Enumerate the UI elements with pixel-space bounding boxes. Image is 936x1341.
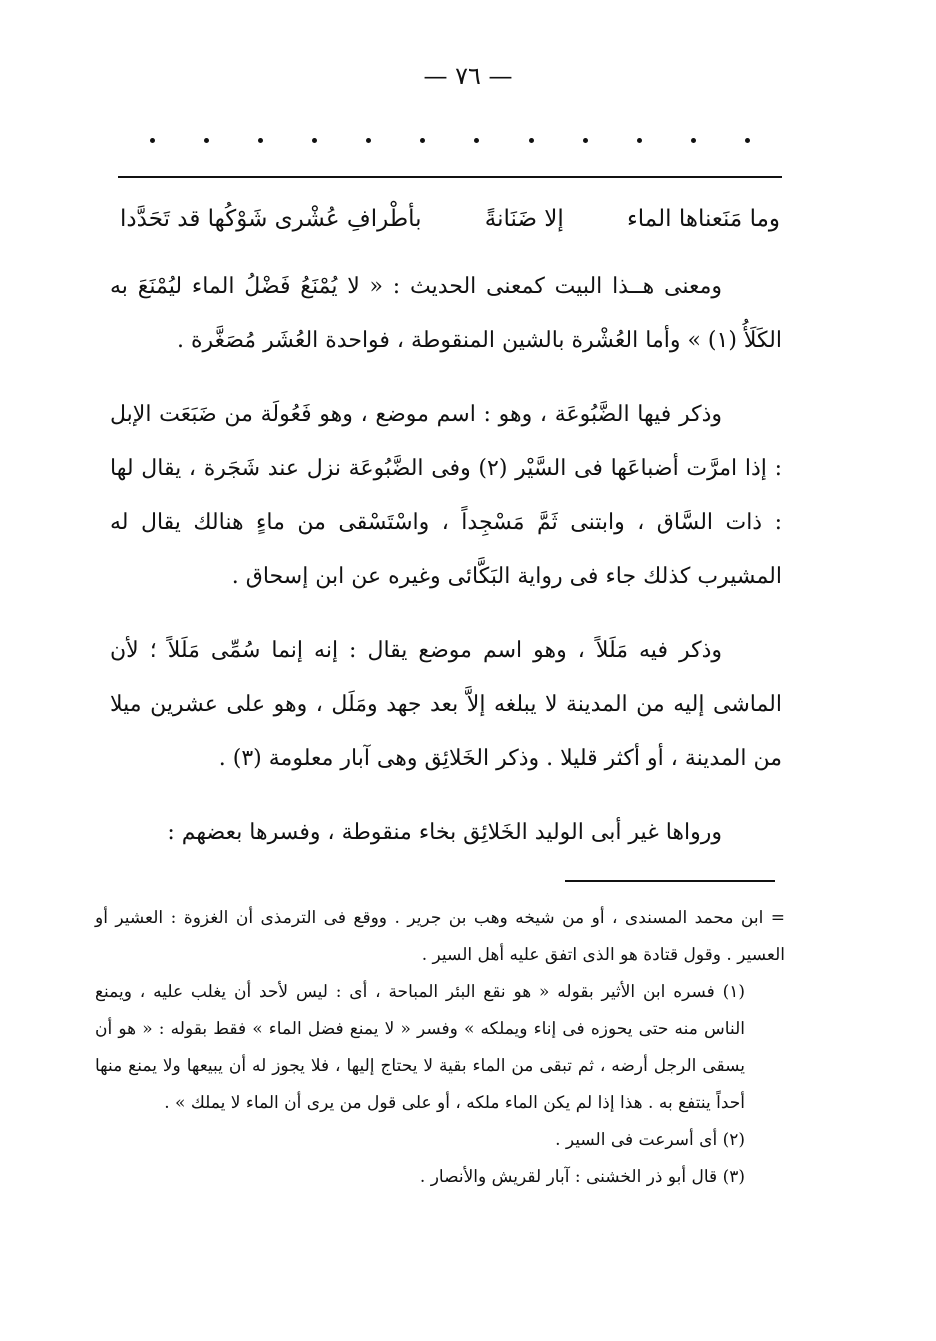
footnotes	[95, 900, 785, 1196]
ornament-dot	[150, 138, 155, 143]
ornament-dot	[745, 138, 750, 143]
verse-part: وما مَنَعناها الماء	[626, 206, 780, 232]
ornament-dot	[366, 138, 371, 143]
footnote-2: (٢) أى أسرعت فى السير .	[555, 1130, 745, 1150]
paragraph: ومعنى هــذا البيت كمعنى الحديث : « لا يُمْنَعُ فَضْلُ الماء ليُمْنَعَ به الكَلَأُ (١) » وأما العُشْرة بالشين المنقوطة ، فواحدة العُشَر مُصَغَّرة .	[110, 274, 782, 353]
paragraph: ورواها غير أبى الوليد الخَلائِق بخاء منقوطة ، وفسرها بعضهم :	[167, 820, 722, 845]
ornament-dot	[529, 138, 534, 143]
footnote-separator	[565, 880, 775, 882]
ornament-dot	[258, 138, 263, 143]
body-text	[110, 260, 782, 880]
header-rule	[118, 176, 782, 178]
ornament-dot	[691, 138, 696, 143]
footnote-continuation: = ابن محمد المسندى ، أو من شيخه وهب بن جرير . ووقع فى الترمذى أن الغزوة : العشير أو العسير . وقول قتادة هو الذى اتفق عليه أهل السير .	[95, 908, 785, 965]
ornament-dot	[583, 138, 588, 143]
verse-part: بأطْرافِ عُشْرى شَوْكُها قد تَحَدَّدا	[120, 206, 422, 232]
verse-part: إلا ضَنَانةً	[484, 206, 564, 232]
poem-verse	[120, 194, 780, 244]
ornament-dot	[312, 138, 317, 143]
paragraph: وذكر فيه مَلَلاً ، وهو اسم موضع يقال : إنه إنما سُمِّى مَلَلاً ؛ لأن الماشى إليه من المدينة لا يبلغه إلاَّ بعد جهد ومَلَل ، وهو على عشرين ميلا من المدينة ، أو أكثر قليلا . وذكر الخَلائِق وهى آبار معلومة (٣) .	[110, 638, 782, 771]
ornament-dot	[637, 138, 642, 143]
paragraph: وذكر فيها الضَّبُوعَة ، وهو : اسم موضع ، وهو فَعُولَة من ضَبَعَت الإبل : إذا امرَّت أضباعَها فى السَّيْر (٢) وفى الضَّبُوعَة نزل عند شَجَرة ، يقال لها : ذات السَّاق ، وابتنى ثَمَّ مَسْجِداً ، واسْتَسْقى من ماءٍ هنالك يقال له المشيرب كذلك جاء فى رواية البَكَّائى وغيره عن ابن إسحاق .	[110, 402, 782, 589]
ornament-dot	[474, 138, 479, 143]
footnote-1: (١) فسره ابن الأثير بقوله « هو نقع البئر المباحة ، أى : ليس لأحد أن يغلب عليه ، ويمنع الناس منه حتى يحوزه فى إناء ويملكه » وفسر « لا يمنع فضل الماء » فقط بقوله : « هو أن يسقى الرجل أرضه ، ثم تبقى من الماء بقية لا يحتاج إليها ، فلا يجوز له أن يبيعها ولا يمنع منها أحداً ينتفع به . هذا إذا لم يكن الماء ملكه ، أو على قول من يرى أن الماء لا يملك » .	[95, 982, 745, 1113]
ornament-dot	[204, 138, 209, 143]
footnote-3: (٣) قال أبو ذر الخشنى : آبار لقريش والأنصار .	[419, 1167, 745, 1187]
ornamental-dot-row	[150, 138, 750, 143]
ornament-dot	[420, 138, 425, 143]
page-number: — ٧٦ —	[423, 62, 513, 90]
